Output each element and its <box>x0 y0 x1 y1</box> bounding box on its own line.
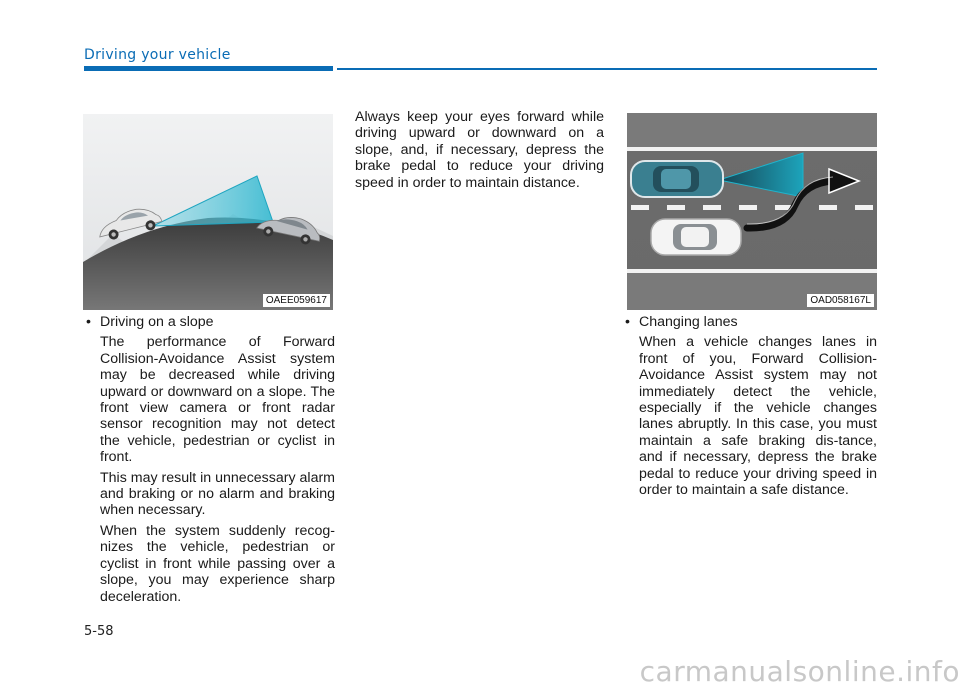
bullet-label: Changing lanes <box>639 314 738 330</box>
paragraph: When the system suddenly recog-nizes the vehicle, pedestrian or cyclist in front while passing over a slope, you may experience sharp deceleration. <box>100 522 335 605</box>
paragraph: Always keep your eyes forward while driving upward or downward on a slope, and, if necessary, depress the brake pedal to reduce your driving speed in order to maintain distance. <box>355 109 604 191</box>
page-number: 5-58 <box>84 624 114 639</box>
bullet-driving-on-slope <box>86 314 335 330</box>
paragraph: The performance of Forward Collision-Avoidance Assist system may be decreased while driving upward or downward on a slope. The front view camera or front radar sensor recognition may not detect the vehicle, pedestrian or cyclist in front. <box>100 334 335 466</box>
header-rule-thin <box>337 68 877 70</box>
section-title: Driving your vehicle <box>84 47 231 63</box>
figure-code-right: OAD058167L <box>807 294 874 307</box>
slope-figure-icon <box>83 114 333 310</box>
figure-code-left: OAEE059617 <box>263 294 330 307</box>
watermark: carmanualsonline.info <box>639 655 960 688</box>
middle-column-text <box>355 109 604 195</box>
slope-figure <box>83 114 333 310</box>
header-rule-thick <box>84 66 333 71</box>
paragraph: When a vehicle changes lanes in front of you, Forward Collision-Avoidance Assist system may not immediately detect the vehicle, especially if the vehicle changes lanes abruptly. In this case, you must maintain a safe braking dis-tance, and if necessary, depress the brake pedal to reduce your driving speed in order to maintain a safe distance. <box>639 334 877 499</box>
bullet-changing-lanes <box>625 314 877 330</box>
right-column-text <box>625 314 877 502</box>
bullet-label: Driving on a slope <box>100 314 214 330</box>
lane-change-figure <box>627 113 877 310</box>
bullet-dot-icon: • <box>86 314 91 330</box>
lane-change-figure-icon <box>627 113 877 310</box>
left-column-text <box>86 314 335 609</box>
bullet-dot-icon: • <box>625 314 630 330</box>
paragraph: This may result in unnecessary alarm and braking or no alarm and braking when necessary. <box>100 469 335 519</box>
